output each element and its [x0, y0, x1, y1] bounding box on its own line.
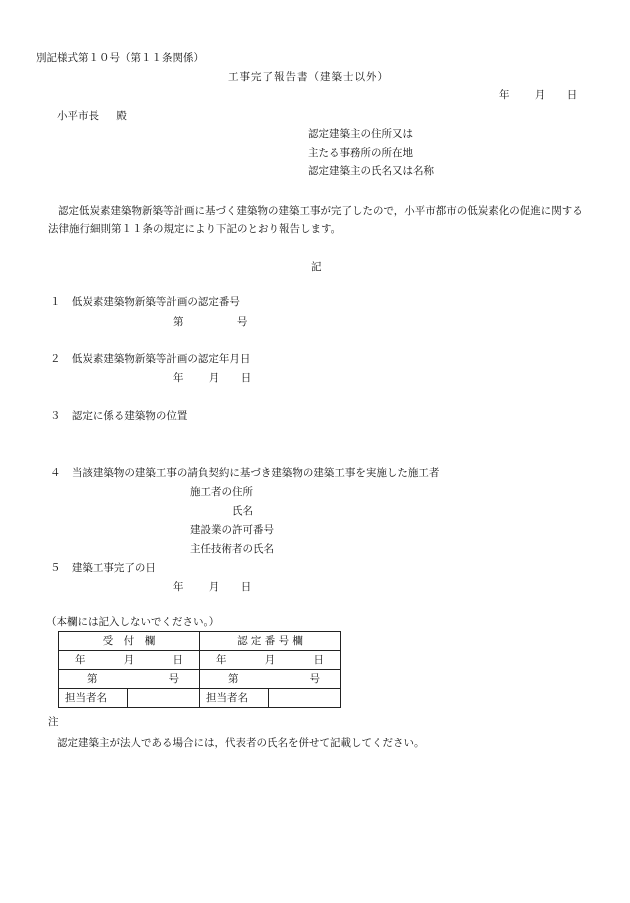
item-1-label: 低炭素建築物新築等計画の認定番号: [71, 296, 240, 308]
date-year: 年: [499, 89, 510, 101]
item-2-label: 低炭素建築物新築等計画の認定年月日: [71, 353, 251, 365]
office-use-number-row: [59, 670, 341, 689]
item-5-year: 年: [173, 581, 184, 593]
reception-month: 月: [123, 653, 135, 666]
applicant-name: 認定建築主の氏名又は名称: [308, 165, 434, 177]
certification-date-cell: [200, 651, 341, 670]
note-text: 認定建築主が法人である場合には，代表者の氏名を併せて記載してください。: [57, 737, 425, 749]
reception-header: 受 付 欄: [59, 632, 200, 651]
item-2-month: 月: [208, 372, 220, 384]
body-paragraph: [48, 202, 588, 238]
item-4-engineer-name: 主任技術者の氏名: [190, 543, 274, 555]
body-line-1: 認定低炭素建築物新築等計画に基づく建築物の建築工事が完了したので，小平市都市の低炭素化の促進に関する: [58, 205, 583, 217]
item-5-month: 月: [208, 581, 220, 593]
certification-go: 号: [309, 672, 320, 685]
certification-month: 月: [264, 653, 276, 666]
date-line: [499, 90, 577, 101]
item-5-day: 日: [240, 581, 252, 593]
item-2-date-line: [173, 373, 251, 384]
item-4-contractor-address: 施工者の住所: [190, 486, 253, 498]
item-1-number: １: [50, 296, 61, 308]
certification-staff-value: [269, 689, 341, 708]
applicant-address: 認定建築主の住所又は: [308, 128, 413, 140]
date-day: 日: [566, 89, 578, 101]
item-1-dai: 第: [173, 316, 184, 328]
item-5-number: ５: [50, 562, 61, 574]
reception-day: 日: [172, 653, 183, 666]
form-reference: 別記様式第１０号（第１１条関係）: [36, 52, 204, 64]
certification-dai: 第: [228, 672, 239, 685]
office-use-date-row: [59, 651, 341, 670]
reception-staff-value: [128, 689, 200, 708]
ki-heading: 記: [311, 261, 322, 273]
item-1: [50, 297, 240, 308]
item-2: [50, 354, 250, 365]
item-4-contractor-name: 氏名: [232, 505, 253, 517]
item-3-number: ３: [50, 410, 61, 422]
item-2-year: 年: [173, 372, 184, 384]
date-month: 月: [534, 89, 546, 101]
addressee-honorific: 殿: [116, 110, 127, 122]
item-4-permit-number: 建設業の許可番号: [190, 524, 274, 536]
certification-year: 年: [216, 653, 227, 666]
item-4-label: 当該建築物の建築工事の請負契約に基づき建築物の建築工事を実施した施工者: [71, 467, 440, 479]
item-4-number: ４: [50, 467, 61, 479]
item-1-number-line: [173, 317, 247, 328]
item-5-date-line: [173, 582, 251, 593]
note-heading: 注: [48, 716, 59, 728]
addressee-name: 小平市長: [57, 110, 99, 122]
item-5: [50, 563, 156, 574]
reception-go: 号: [168, 672, 179, 685]
reception-dai: 第: [87, 672, 98, 685]
addressee: [57, 111, 127, 122]
item-4: [50, 468, 439, 479]
certification-number-header: 認 定 番 号 欄: [200, 632, 341, 651]
item-2-number: ２: [50, 353, 61, 365]
item-2-day: 日: [240, 372, 252, 384]
document-title: 工事完了報告書（建築士以外）: [228, 71, 389, 83]
applicant-office: 主たる事務所の所在地: [308, 147, 413, 159]
office-use-caption: （本欄には記入しないでください。）: [46, 616, 220, 628]
reception-staff-label: 担当者名: [59, 689, 128, 708]
certification-staff-label: 担当者名: [200, 689, 269, 708]
item-5-label: 建築工事完了の日: [71, 562, 156, 574]
reception-year: 年: [75, 653, 86, 666]
certification-day: 日: [313, 653, 324, 666]
reception-date-cell: [59, 651, 200, 670]
item-1-go: 号: [236, 316, 248, 328]
body-line-2: 法律施行細則第１１条の規定により下記のとおり報告します。: [48, 223, 342, 235]
office-use-table: [58, 631, 341, 708]
reception-number-cell: [59, 670, 200, 689]
office-use-header-row: [59, 632, 341, 651]
item-3-label: 認定に係る建築物の位置: [71, 410, 188, 422]
certification-number-cell: [200, 670, 341, 689]
item-3: [50, 411, 187, 422]
office-use-staff-row: [59, 689, 341, 708]
